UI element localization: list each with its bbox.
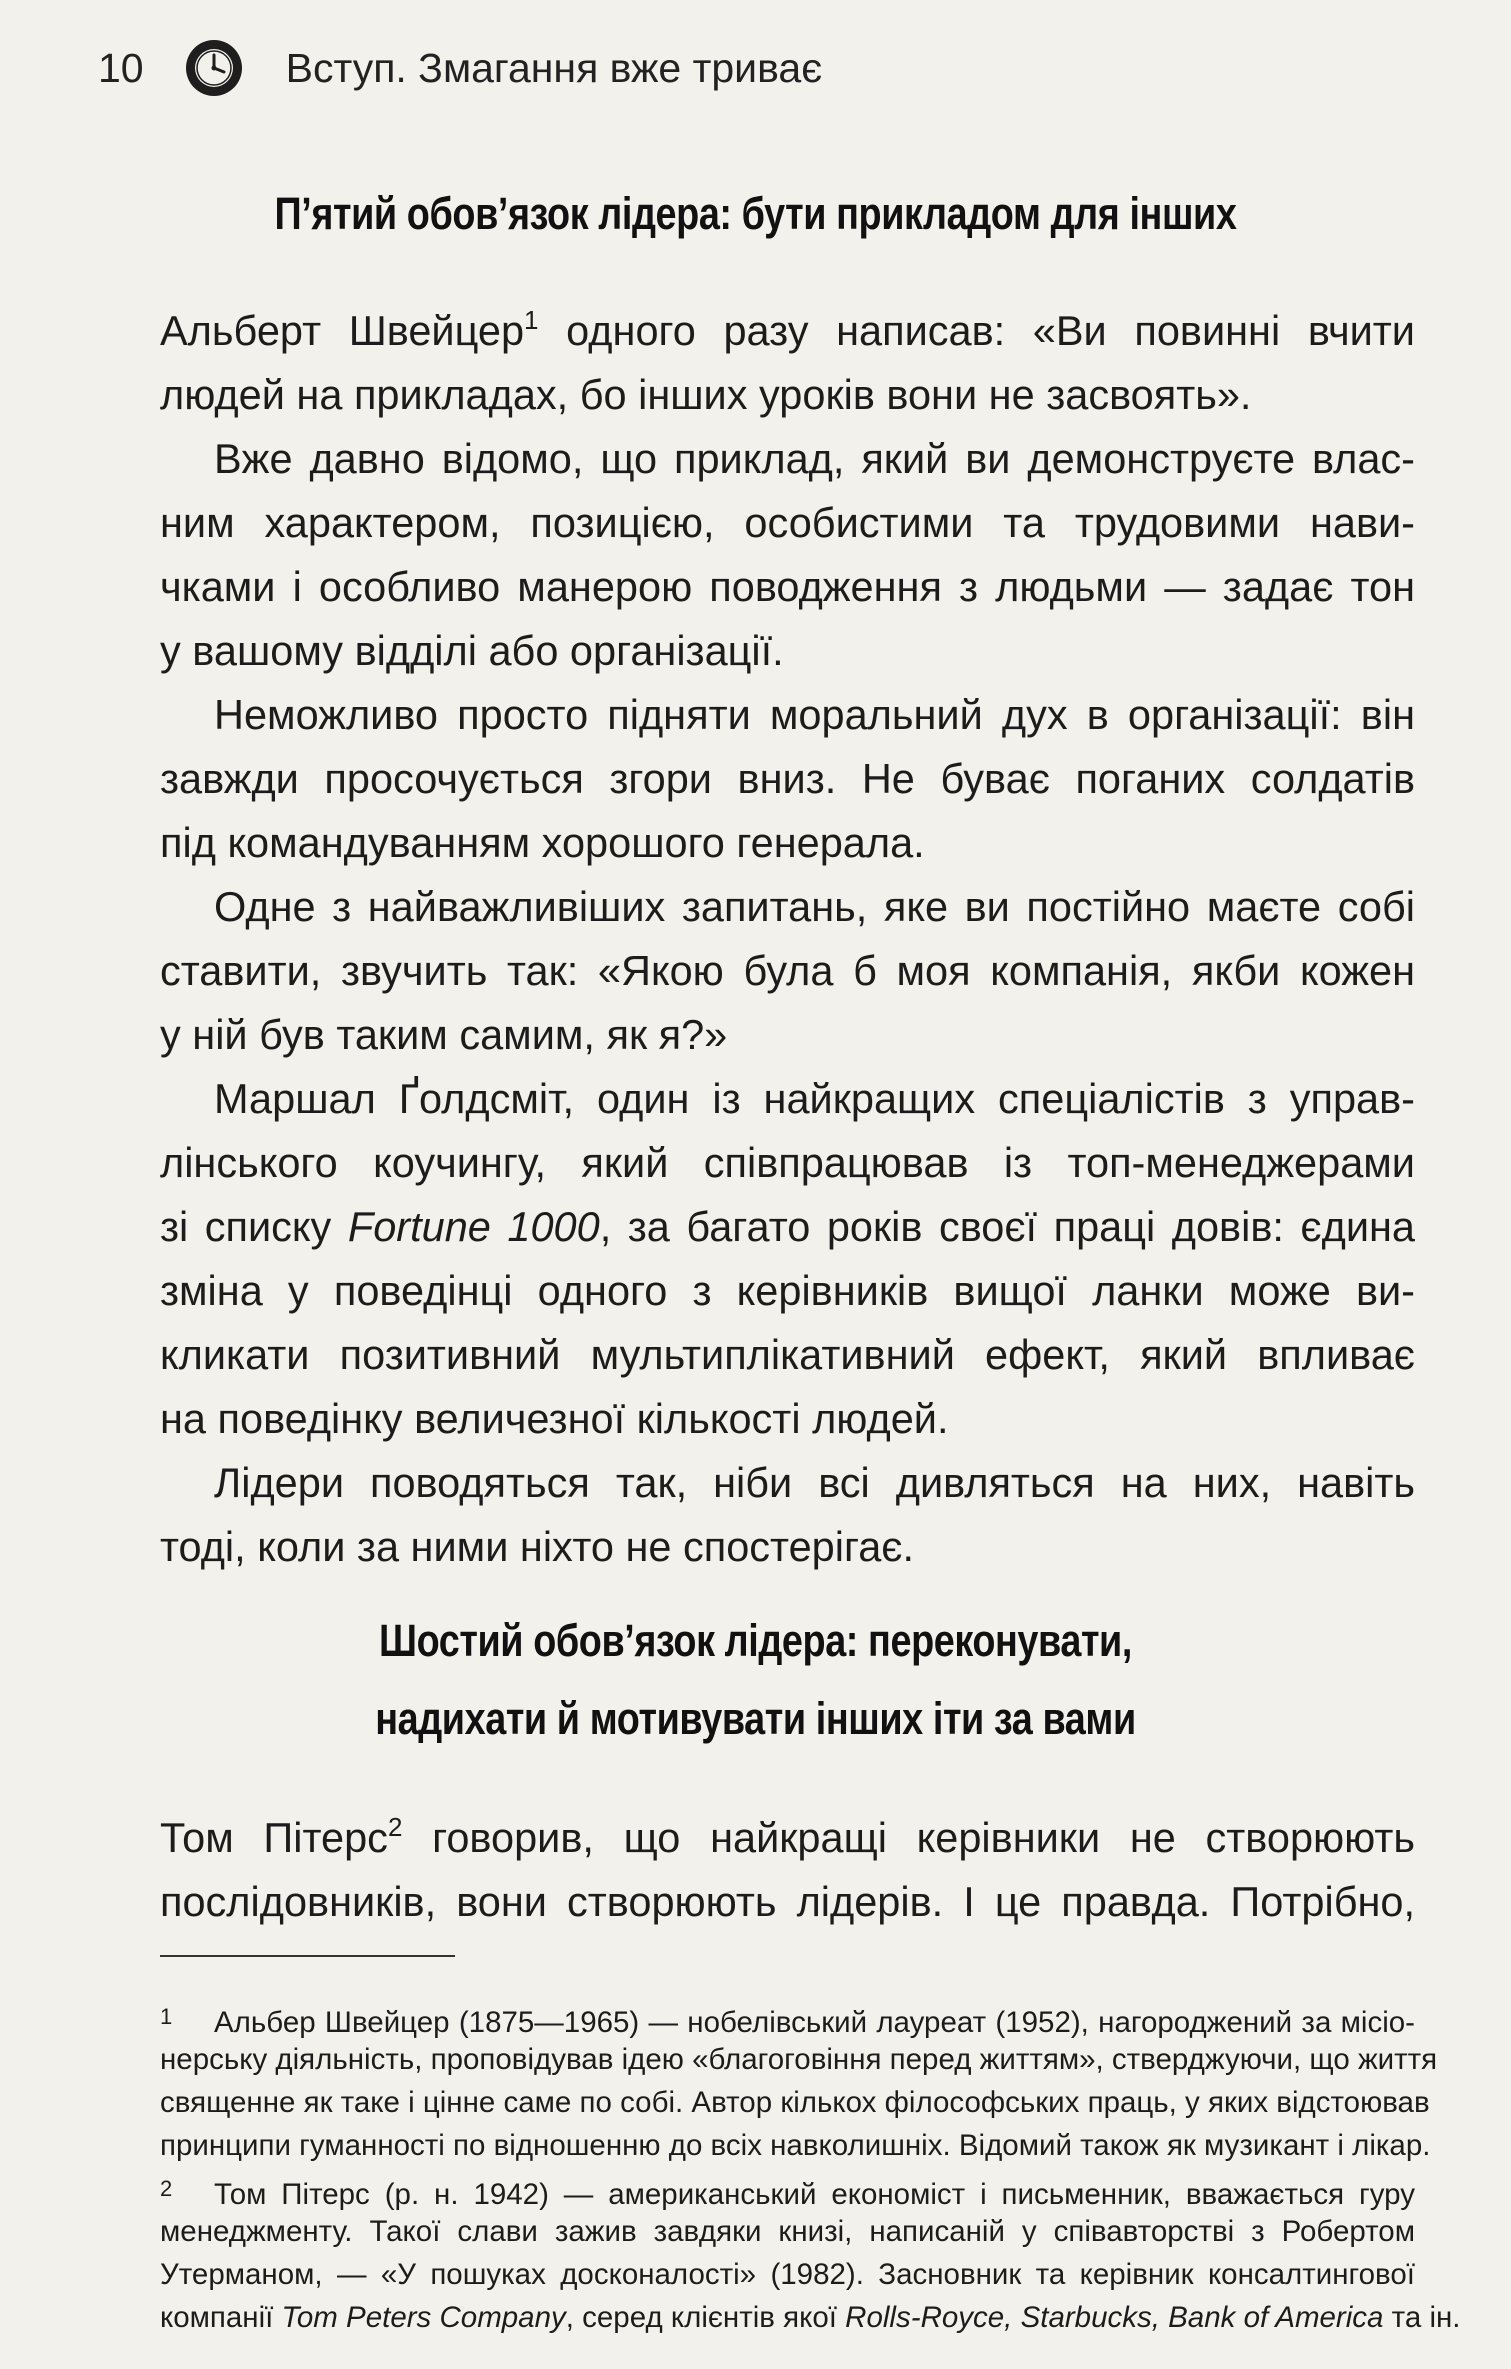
chapter-title: Вступ. Змагання вже триває [285, 44, 823, 91]
footnote-line: 2 Том Пітерс (р. н. 1942) — американський економіст і письменник, вважається гуру [160, 2167, 1415, 2216]
paragraph-line: завжди просочується згори вниз. Не буває поганих солдатів [160, 755, 1415, 802]
footnote-number: 2 [160, 2176, 173, 2201]
footnote-line: Утерманом, — «У пошуках досконалості» (1982). Засновник та керівник консалтингової [160, 2258, 1415, 2291]
running-head [98, 38, 822, 98]
paragraph-line: ним характером, позицією, особистими та трудовими нави- [160, 499, 1415, 546]
footnote-ref[interactable]: 1 [524, 305, 539, 335]
footnote-ref[interactable]: 2 [387, 1812, 403, 1842]
paragraph-line: у ній був таким самим, як я?» [160, 1011, 728, 1058]
paragraph-line: Альберт Швейцер$^1$ одного разу написав: «Ви повинні вчити [160, 305, 1415, 354]
paragraph-line: лінського коучингу, який співпрацював із топ-менеджерами [160, 1139, 1415, 1186]
paragraph-line: Маршал Ґолдсміт, один із найкращих спеціалістів з управ- [214, 1075, 1415, 1122]
footnote-line: компанії Tom Peters Company, серед клієнтів якої Rolls-Royce, Starbucks, Bank of America та ін. [160, 2301, 1461, 2334]
footnote-line: священне як таке і цінне саме по собі. Автор кількох філософських праць, у яких відстоював [160, 2086, 1430, 2119]
paragraph-line: ставити, звучить так: «Якою була б моя компанія, якби кожен [160, 947, 1415, 994]
paragraph-line: тоді, коли за ними ніхто не спостерігає. [160, 1523, 914, 1570]
footnote-line: принципи гуманності по відношенню до всіх навколишніх. Відомий також як музикант і лікар. [160, 2129, 1431, 2162]
footnote-line: менеджменту. Такої слави зажив завдяки книзі, написаній у співавторстві з Робертом [160, 2215, 1415, 2248]
section-heading: Шостий обов’язок лідера: переконувати, [379, 1615, 1132, 1666]
paragraph-line: у вашому відділі або організації. [160, 627, 784, 674]
footnote-number: 1 [160, 2004, 173, 2029]
paragraph-line: Том Пітерс$^2$ говорив, що найкращі керівники не створюють [160, 1812, 1416, 1861]
footnote-divider [160, 1955, 455, 1957]
paragraph-line: Вже давно відомо, що приклад, який ви демонструєте влас- [214, 435, 1415, 482]
footnote-line: нерську діяльність, проповідував ідею «благоговіння перед життям», стверджуючи, що життя [160, 2043, 1438, 2076]
paragraph-line: послідовників, вони створюють лідерів. І це правда. Потрібно, [160, 1878, 1415, 1925]
section-heading: надихати й мотивувати інших іти за вами [375, 1693, 1136, 1744]
paragraph-line: Неможливо просто підняти моральний дух в організації: він [214, 691, 1415, 738]
footnote-line: 1 Альбер Швейцер (1875—1965) — нобелівський лауреат (1952), нагороджений за місіо- [160, 1995, 1415, 2044]
paragraph-line: зміна у поведінці одного з керівників вищої ланки може ви- [160, 1267, 1415, 1314]
paragraph-line: людей на прикладах, бо інших уроків вони не засвоять». [160, 371, 1252, 418]
section-heading: П’ятий обов’язок лідера: бути прикладом для інших [274, 188, 1237, 239]
paragraph-line: зі списку Fortune 1000, за багато років своєї праці довів: єдина [160, 1203, 1416, 1250]
page-number: 10 [98, 44, 144, 91]
clock-icon [184, 38, 244, 98]
paragraph-line: кликати позитивний мультиплікативний ефект, який впливає [160, 1331, 1415, 1378]
paragraph-line: чками і особливо манерою поводження з людьми — задає тон [160, 563, 1415, 610]
paragraph-line: на поведінку величезної кількості людей. [160, 1395, 949, 1442]
paragraph-line: Лідери поводяться так, ніби всі дивляться на них, навіть [214, 1459, 1415, 1506]
italic-title: Fortune 1000 [347, 1203, 600, 1250]
paragraph-line: Одне з найважливіших запитань, яке ви постійно маєте собі [214, 883, 1415, 930]
paragraph-line: під командуванням хорошого генерала. [160, 819, 925, 866]
